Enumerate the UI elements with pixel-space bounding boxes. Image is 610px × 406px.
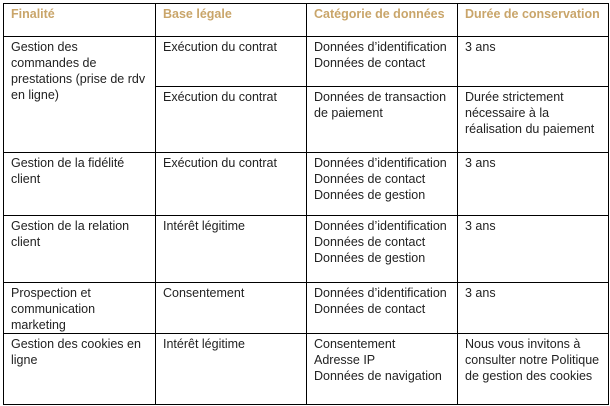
category-item: Données d’identification xyxy=(314,286,447,300)
header-duree: Durée de conservation xyxy=(458,4,609,37)
category-item: Données de contact xyxy=(314,235,426,249)
cell-categories xyxy=(307,153,458,216)
category-item: Consentement xyxy=(314,337,396,351)
category-item: Données de transaction de paiement xyxy=(314,90,447,120)
cell-duree: Durée strictement nécessaire à la réalisation du paiement xyxy=(458,87,609,153)
cell-finalite: Gestion des cookies en ligne xyxy=(4,334,156,405)
category-item: Données de gestion xyxy=(314,251,426,265)
category-item: Données de navigation xyxy=(314,369,442,383)
cell-categories xyxy=(307,87,458,153)
cell-base: Exécution du contrat xyxy=(156,87,307,153)
cell-categories xyxy=(307,37,458,87)
cell-duree: 3 ans xyxy=(458,216,609,283)
category-item: Données d’identification xyxy=(314,219,447,233)
cell-base: Exécution du contrat xyxy=(156,153,307,216)
header-finalite: Finalité xyxy=(4,4,156,37)
category-item: Données de contact xyxy=(314,172,426,186)
cell-base: Exécution du contrat xyxy=(156,37,307,87)
cell-finalite: Gestion de la relation client xyxy=(4,216,156,283)
cell-categories xyxy=(307,283,458,334)
cell-base: Intérêt légitime xyxy=(156,216,307,283)
cell-categories xyxy=(307,334,458,405)
header-categorie: Catégorie de données xyxy=(307,4,458,37)
cell-finalite: Gestion des commandes de prestations (prise de rdv en ligne) xyxy=(4,37,156,153)
category-item: Données de gestion xyxy=(314,188,426,202)
cell-duree: 3 ans xyxy=(458,37,609,87)
cell-finalite: Gestion de la fidélité client xyxy=(4,153,156,216)
table-row xyxy=(4,334,609,405)
cell-duree: Nous vous invitons à consulter notre Politique de gestion des cookies xyxy=(458,334,609,405)
data-processing-table xyxy=(3,3,609,405)
table-row xyxy=(4,37,609,87)
cell-duree: 3 ans xyxy=(458,153,609,216)
cell-base: Consentement xyxy=(156,283,307,334)
category-item: Données de contact xyxy=(314,302,426,316)
table-row xyxy=(4,283,609,334)
category-item: Adresse IP xyxy=(314,353,376,367)
cell-duree: 3 ans xyxy=(458,283,609,334)
cell-base: Intérêt légitime xyxy=(156,334,307,405)
category-item: Données d’identification xyxy=(314,40,447,54)
header-row xyxy=(4,4,609,37)
category-item: Données d’identification xyxy=(314,156,447,170)
header-base-legale: Base légale xyxy=(156,4,307,37)
cell-finalite: Prospection et communication marketing xyxy=(4,283,156,334)
category-item: Données de contact xyxy=(314,56,426,70)
table-row xyxy=(4,216,609,283)
table-row xyxy=(4,153,609,216)
cell-categories xyxy=(307,216,458,283)
